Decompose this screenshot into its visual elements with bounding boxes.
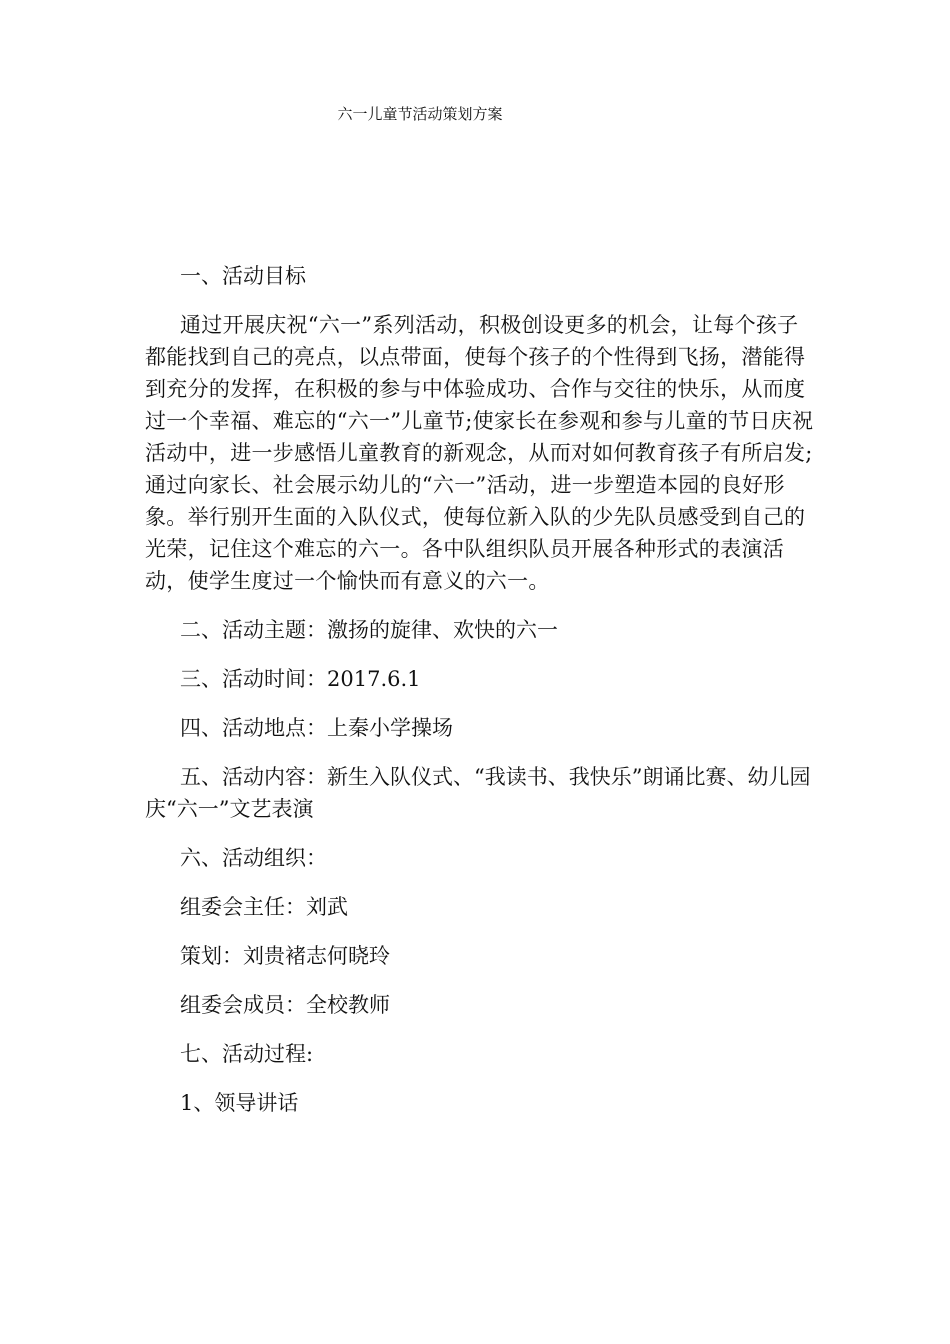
section-time: 三、活动时间：2017.6.1 [180, 667, 421, 691]
process-step-1: 1、领导讲话 [180, 1091, 299, 1115]
section-place: 四、活动地点：上秦小学操场 [180, 716, 453, 740]
section-goal-heading: 一、活动目标 [180, 264, 306, 288]
committee-chair: 组委会主任：刘武 [180, 895, 348, 919]
committee-members: 组委会成员：全校教师 [180, 993, 390, 1017]
section-process-heading: 七、活动过程: [180, 1042, 314, 1066]
section-theme: 二、活动主题：激扬的旋律、欢快的六一 [180, 618, 558, 642]
planner: 策划：刘贵褚志何晓玲 [180, 944, 390, 968]
section-goal-body: 通过开展庆祝“六一”系列活动，积极创设更多的机会，让每个孩子都能找到自己的亮点，以点带面，使每个孩子的个性得到飞扬，潜能得到充分的发挥，在积极的参与中体验成功、合作与交往的快乐，从而度过一个幸福、难忘的“六一”儿童节;使家长在参观和参与儿童的节日庆祝活动中，进一步感悟儿童教育的新观念，从而对如何教育孩子有所启发;通过向家长、社会展示幼儿的“六一”活动，进一步塑造本园的良好形象。举行别开生面的入队仪式，使每位新入队的少先队员感受到自己的光荣，记住这个难忘的六一。各中队组织队员开展各种形式的表演活动，使学生度过一个愉快而有意义的六一。 [145, 313, 814, 593]
section-content: 五、活动内容：新生入队仪式、“我读书、我快乐”朗诵比赛、幼儿园庆“六一”文艺表演 [145, 765, 811, 821]
page-title: 六一儿童节活动策划方案 [337, 105, 503, 123]
section-organization-heading: 六、活动组织： [180, 846, 327, 870]
document-body [145, 260, 815, 1136]
